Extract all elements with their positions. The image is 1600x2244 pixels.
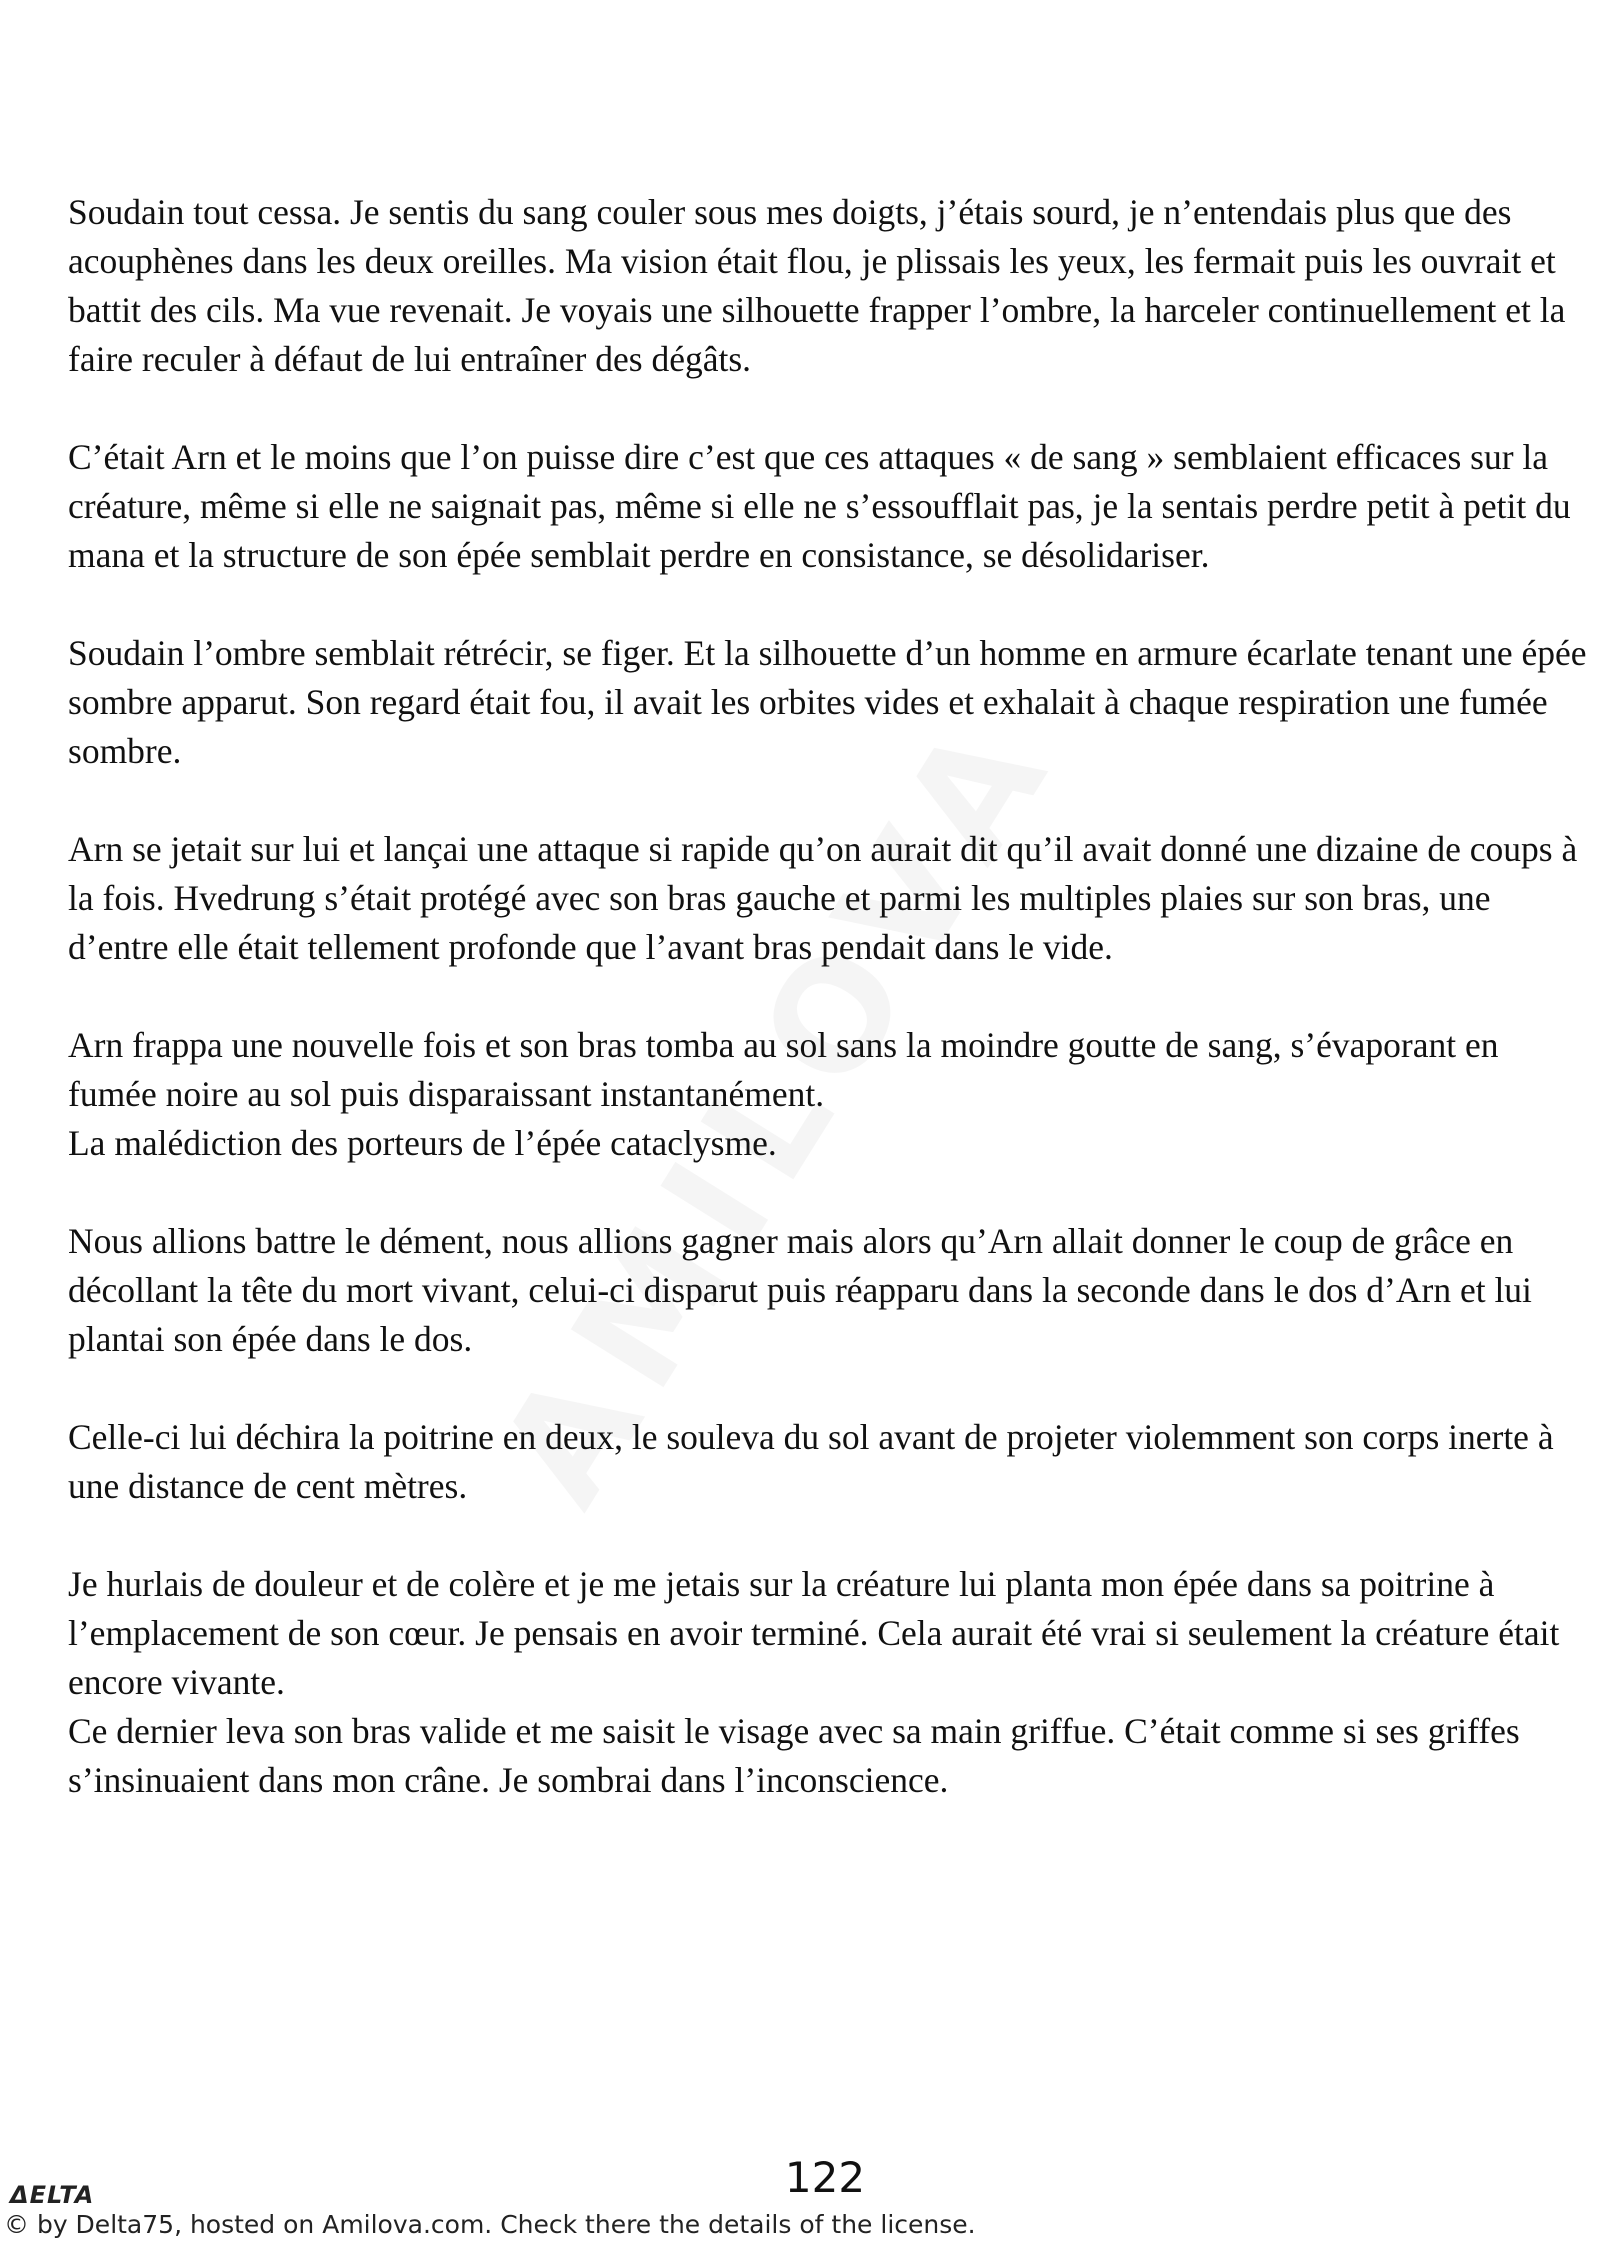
paragraph: C’était Arn et le moins que l’on puisse dire c’est que ces attaques « de sang » semblaient efficaces sur la créature, même si elle ne saignait pas, même si elle ne s’essoufflait pas, je la sentais perdre petit à petit du mana et la structure de son épée semblait perdre en consistance, se désolidariser. — [68, 437, 1571, 575]
page-number: 122 — [784, 2153, 866, 2202]
paragraph: Soudain l’ombre semblait rétrécir, se figer. Et la silhouette d’un homme en armure écarlate tenant une épée sombre apparut. Son regard était fou, il avait les orbites vides et exhalait à chaque respiration une fumée sombre. — [68, 633, 1587, 771]
paragraph: Nous allions battre le dément, nous allions gagner mais alors qu’Arn allait donner le coup de grâce en décollant la tête du mort vivant, celui-ci disparut puis réapparu dans la seconde dans le dos d’Arn et lui plantai son épée dans le dos. — [68, 1221, 1532, 1359]
delta-logo — [6, 2176, 106, 2212]
logo-text: ΔELTA — [10, 2181, 95, 2209]
paragraph: Soudain tout cessa. Je sentis du sang couler sous mes doigts, j’étais sourd, je n’entendais plus que des acouphènes dans les deux oreilles. Ma vision était flou, je plissais les yeux, les fermait puis les ouvrait et battit des cils. Ma vue revenait. Je voyais une silhouette frapper l’ombre, la harceler continuellement et la faire reculer à défaut de lui entraîner des dégâts. — [68, 192, 1566, 379]
paragraph: Arn frappa une nouvelle fois et son bras tomba au sol sans la moindre goutte de sang, s’évaporant en fumée noire au sol puis disparaissant instantanément. La malédiction des porteurs de l’épée cataclysme. — [68, 1025, 1499, 1163]
copyright-notice: © by Delta75, hosted on Amilova.com. Check there the details of the license. — [4, 2210, 976, 2239]
paragraph: Arn se jetait sur lui et lançai une attaque si rapide qu’on aurait dit qu’il avait donné une dizaine de coups à la fois. Hvedrung s’était protégé avec son bras gauche et parmi les multiples plaies sur son bras, une d’entre elle était tellement profonde que l’avant bras pendait dans le vide. — [68, 829, 1578, 967]
paragraph: Je hurlais de douleur et de colère et je me jetais sur la créature lui planta mon épée dans sa poitrine à l’emplacement de son cœur. Je pensais en avoir terminé. Cela aurait été vrai si seulement la créature était encore vivante. Ce dernier leva son bras valide et me saisit le visage avec sa main griffue. C’était comme si ses griffes s’insinuaient dans mon crâne. Je sombrai dans l’inconscience. — [68, 1564, 1560, 1800]
page-body — [68, 188, 1588, 1805]
paragraph: Celle-ci lui déchira la poitrine en deux, le souleva du sol avant de projeter violemment son corps inerte à une distance de cent mètres. — [68, 1417, 1554, 1506]
